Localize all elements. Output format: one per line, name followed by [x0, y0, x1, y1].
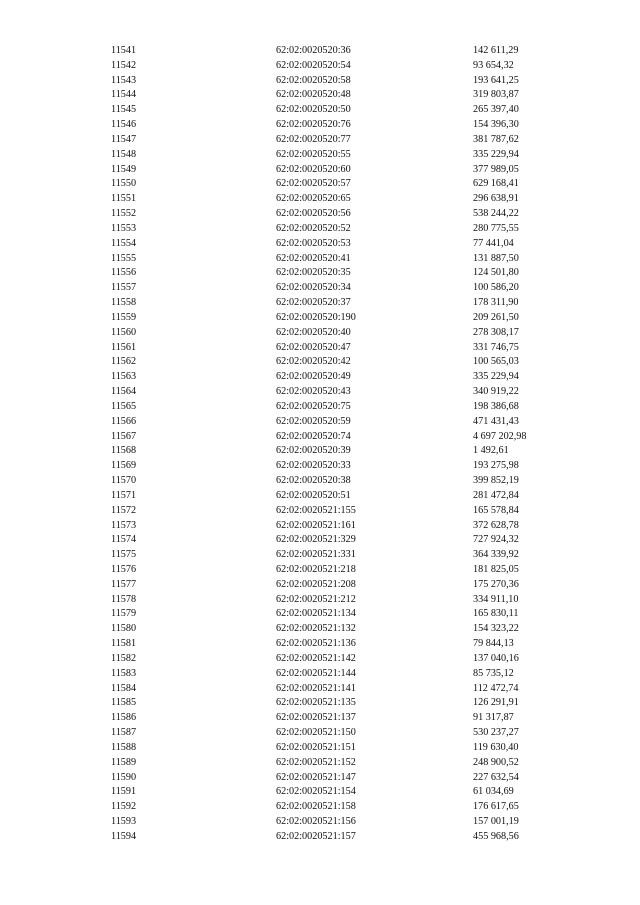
cadastral-number-cell: 62:02:0020521:132	[276, 623, 356, 635]
row-number-cell: 11562	[111, 356, 137, 368]
cadastral-number-cell: 62:02:0020521:158	[276, 801, 356, 813]
cadastral-value-cell: 165 830,11	[473, 608, 519, 620]
table-row	[0, 88, 640, 103]
table-row	[0, 192, 640, 207]
row-number-cell: 11582	[111, 652, 137, 664]
cadastral-value-cell: 193 641,25	[473, 74, 519, 86]
row-number-cell: 11556	[111, 267, 137, 279]
cadastral-value-cell: 319 803,87	[473, 89, 519, 101]
cadastral-number-cell: 62:02:0020520:54	[276, 59, 351, 71]
table-row	[0, 385, 640, 400]
table-row	[0, 222, 640, 237]
table-row	[0, 682, 640, 697]
cadastral-number-cell: 62:02:0020520:40	[276, 326, 351, 338]
table-row	[0, 771, 640, 786]
table-row	[0, 207, 640, 222]
cadastral-number-cell: 62:02:0020520:51	[276, 489, 351, 501]
cadastral-value-cell: 61 034,69	[473, 786, 514, 798]
table-row	[0, 281, 640, 296]
row-number-cell: 11548	[111, 148, 137, 160]
cadastral-number-cell: 62:02:0020521:147	[276, 771, 356, 783]
row-number-cell: 11590	[111, 771, 137, 783]
cadastral-value-cell: 727 924,32	[473, 534, 519, 546]
table-row	[0, 667, 640, 682]
cadastral-value-cell: 131 887,50	[473, 252, 519, 264]
cadastral-number-cell: 62:02:0020520:37	[276, 297, 351, 309]
table-row	[0, 815, 640, 830]
cadastral-value-cell: 334 911,10	[473, 593, 519, 605]
cadastral-number-cell: 62:02:0020520:52	[276, 222, 351, 234]
cadastral-number-cell: 62:02:0020521:331	[276, 549, 356, 561]
cadastral-value-cell: 85 735,12	[473, 667, 514, 679]
cadastral-number-cell: 62:02:0020521:136	[276, 638, 356, 650]
table-row	[0, 118, 640, 133]
cadastral-number-cell: 62:02:0020520:190	[276, 311, 356, 323]
row-number-cell: 11588	[111, 741, 137, 753]
row-number-cell: 11573	[111, 519, 137, 531]
cadastral-value-cell: 124 501,80	[473, 267, 519, 279]
cadastral-number-cell: 62:02:0020520:50	[276, 104, 351, 116]
row-number-cell: 11584	[111, 682, 137, 694]
cadastral-value-cell: 399 852,19	[473, 475, 519, 487]
cadastral-value-cell: 79 844,13	[473, 638, 514, 650]
cadastral-number-cell: 62:02:0020520:33	[276, 460, 351, 472]
cadastral-number-cell: 62:02:0020520:55	[276, 148, 351, 160]
table-row	[0, 652, 640, 667]
table-row	[0, 696, 640, 711]
row-number-cell: 11555	[111, 252, 137, 264]
row-number-cell: 11542	[111, 59, 137, 71]
row-number-cell: 11586	[111, 712, 137, 724]
row-number-cell: 11559	[111, 311, 137, 323]
cadastral-value-cell: 181 825,05	[473, 563, 519, 575]
cadastral-number-cell: 62:02:0020520:58	[276, 74, 351, 86]
table-row	[0, 326, 640, 341]
row-number-cell: 11585	[111, 697, 137, 709]
table-row	[0, 711, 640, 726]
cadastral-number-cell: 62:02:0020520:74	[276, 430, 351, 442]
cadastral-value-cell: 629 168,41	[473, 178, 519, 190]
cadastral-number-cell: 62:02:0020520:38	[276, 475, 351, 487]
row-number-cell: 11560	[111, 326, 137, 338]
cadastral-value-cell: 154 396,30	[473, 119, 519, 131]
table-row	[0, 830, 640, 845]
row-number-cell: 11570	[111, 475, 137, 487]
table-row	[0, 548, 640, 563]
cadastral-value-cell: 377 989,05	[473, 163, 519, 175]
table-row	[0, 533, 640, 548]
cadastral-number-cell: 62:02:0020520:57	[276, 178, 351, 190]
cadastral-value-cell: 248 900,52	[473, 756, 519, 768]
cadastral-value-cell: 119 630,40	[473, 741, 519, 753]
row-number-cell: 11576	[111, 563, 137, 575]
table-row	[0, 474, 640, 489]
cadastral-number-cell: 62:02:0020520:77	[276, 133, 351, 145]
table-row	[0, 103, 640, 118]
cadastral-value-cell: 331 746,75	[473, 341, 519, 353]
row-number-cell: 11575	[111, 549, 137, 561]
table-row	[0, 74, 640, 89]
row-number-cell: 11558	[111, 297, 137, 309]
table-row	[0, 593, 640, 608]
cadastral-number-cell: 62:02:0020521:156	[276, 816, 356, 828]
cadastral-number-cell: 62:02:0020521:329	[276, 534, 356, 546]
cadastral-value-cell: 278 308,17	[473, 326, 519, 338]
table-row	[0, 311, 640, 326]
cadastral-number-cell: 62:02:0020521:137	[276, 712, 356, 724]
cadastral-value-cell: 335 229,94	[473, 371, 519, 383]
table-row	[0, 504, 640, 519]
table-row	[0, 266, 640, 281]
cadastral-number-cell: 62:02:0020521:161	[276, 519, 356, 531]
cadastral-value-cell: 175 270,36	[473, 578, 519, 590]
cadastral-number-cell: 62:02:0020521:152	[276, 756, 356, 768]
cadastral-number-cell: 62:02:0020521:142	[276, 652, 356, 664]
cadastral-value-table	[0, 44, 640, 845]
table-row	[0, 163, 640, 178]
row-number-cell: 11541	[111, 45, 137, 56]
cadastral-value-cell: 178 311,90	[473, 297, 519, 309]
cadastral-number-cell: 62:02:0020520:41	[276, 252, 351, 264]
cadastral-number-cell: 62:02:0020520:35	[276, 267, 351, 279]
row-number-cell: 11543	[111, 74, 137, 86]
cadastral-value-cell: 530 237,27	[473, 727, 519, 739]
row-number-cell: 11557	[111, 282, 137, 294]
cadastral-value-cell: 112 472,74	[473, 682, 519, 694]
row-number-cell: 11591	[111, 786, 137, 798]
cadastral-value-cell: 100 586,20	[473, 282, 519, 294]
row-number-cell: 11580	[111, 623, 137, 635]
row-number-cell: 11583	[111, 667, 137, 679]
table-row	[0, 726, 640, 741]
cadastral-number-cell: 62:02:0020520:48	[276, 89, 351, 101]
row-number-cell: 11594	[111, 830, 137, 842]
cadastral-number-cell: 62:02:0020520:47	[276, 341, 351, 353]
cadastral-value-cell: 157 001,19	[473, 816, 519, 828]
cadastral-number-cell: 62:02:0020521:157	[276, 830, 356, 842]
table-row	[0, 237, 640, 252]
table-row	[0, 459, 640, 474]
row-number-cell: 11577	[111, 578, 137, 590]
table-row	[0, 741, 640, 756]
cadastral-number-cell: 62:02:0020521:154	[276, 786, 356, 798]
row-number-cell: 11592	[111, 801, 137, 813]
cadastral-value-cell: 100 565,03	[473, 356, 519, 368]
table-row	[0, 44, 640, 59]
row-number-cell: 11572	[111, 504, 137, 516]
cadastral-value-cell: 471 431,43	[473, 415, 519, 427]
cadastral-number-cell: 62:02:0020520:60	[276, 163, 351, 175]
table-row	[0, 800, 640, 815]
table-row	[0, 444, 640, 459]
row-number-cell: 11579	[111, 608, 137, 620]
table-row	[0, 578, 640, 593]
table-row	[0, 355, 640, 370]
cadastral-number-cell: 62:02:0020520:75	[276, 400, 351, 412]
cadastral-value-cell: 209 261,50	[473, 311, 519, 323]
table-row	[0, 607, 640, 622]
table-row	[0, 133, 640, 148]
row-number-cell: 11567	[111, 430, 137, 442]
cadastral-value-cell: 335 229,94	[473, 148, 519, 160]
cadastral-number-cell: 62:02:0020520:43	[276, 386, 351, 398]
row-number-cell: 11563	[111, 371, 137, 383]
cadastral-number-cell: 62:02:0020520:34	[276, 282, 351, 294]
table-row	[0, 756, 640, 771]
cadastral-number-cell: 62:02:0020520:65	[276, 193, 351, 205]
table-row	[0, 59, 640, 74]
row-number-cell: 11546	[111, 119, 137, 131]
row-number-cell: 11551	[111, 193, 137, 205]
cadastral-value-cell: 227 632,54	[473, 771, 519, 783]
cadastral-value-cell: 126 291,91	[473, 697, 519, 709]
cadastral-value-cell: 364 339,92	[473, 549, 519, 561]
cadastral-number-cell: 62:02:0020520:53	[276, 237, 351, 249]
row-number-cell: 11581	[111, 638, 137, 650]
cadastral-value-cell: 381 787,62	[473, 133, 519, 145]
table-row	[0, 148, 640, 163]
cadastral-value-cell: 372 628,78	[473, 519, 519, 531]
table-row	[0, 785, 640, 800]
cadastral-value-cell: 340 919,22	[473, 386, 519, 398]
cadastral-value-cell: 198 386,68	[473, 400, 519, 412]
cadastral-value-cell: 281 472,84	[473, 489, 519, 501]
row-number-cell: 11587	[111, 727, 137, 739]
row-number-cell: 11566	[111, 415, 137, 427]
cadastral-number-cell: 62:02:0020521:155	[276, 504, 356, 516]
table-row	[0, 370, 640, 385]
cadastral-value-cell: 1 492,61	[473, 445, 509, 457]
cadastral-value-cell: 154 323,22	[473, 623, 519, 635]
row-number-cell: 11578	[111, 593, 137, 605]
cadastral-value-cell: 193 275,98	[473, 460, 519, 472]
table-row	[0, 296, 640, 311]
table-row	[0, 489, 640, 504]
cadastral-number-cell: 62:02:0020521:134	[276, 608, 356, 620]
row-number-cell: 11552	[111, 208, 137, 220]
cadastral-number-cell: 62:02:0020521:144	[276, 667, 356, 679]
row-number-cell: 11574	[111, 534, 137, 546]
row-number-cell: 11568	[111, 445, 137, 457]
row-number-cell: 11565	[111, 400, 137, 412]
table-row	[0, 519, 640, 534]
row-number-cell: 11553	[111, 222, 137, 234]
cadastral-number-cell: 62:02:0020521:212	[276, 593, 356, 605]
cadastral-number-cell: 62:02:0020520:59	[276, 415, 351, 427]
row-number-cell: 11589	[111, 756, 137, 768]
cadastral-number-cell: 62:02:0020520:76	[276, 119, 351, 131]
table-row	[0, 637, 640, 652]
row-number-cell: 11569	[111, 460, 137, 472]
table-row	[0, 563, 640, 578]
cadastral-number-cell: 62:02:0020521:135	[276, 697, 356, 709]
table-row	[0, 430, 640, 445]
table-row	[0, 400, 640, 415]
row-number-cell: 11549	[111, 163, 137, 175]
table-row	[0, 415, 640, 430]
cadastral-number-cell: 62:02:0020521:218	[276, 563, 356, 575]
cadastral-number-cell: 62:02:0020521:151	[276, 741, 356, 753]
row-number-cell: 11550	[111, 178, 137, 190]
cadastral-number-cell: 62:02:0020521:150	[276, 727, 356, 739]
cadastral-value-cell: 4 697 202,98	[473, 430, 527, 442]
cadastral-value-cell: 280 775,55	[473, 222, 519, 234]
cadastral-value-cell: 91 317,87	[473, 712, 514, 724]
table-row	[0, 252, 640, 267]
cadastral-value-cell: 142 611,29	[473, 45, 519, 56]
cadastral-value-cell: 176 617,65	[473, 801, 519, 813]
row-number-cell: 11561	[111, 341, 137, 353]
cadastral-number-cell: 62:02:0020520:42	[276, 356, 351, 368]
row-number-cell: 11545	[111, 104, 137, 116]
cadastral-value-cell: 265 397,40	[473, 104, 519, 116]
cadastral-value-cell: 165 578,84	[473, 504, 519, 516]
cadastral-value-cell: 77 441,04	[473, 237, 514, 249]
table-row	[0, 177, 640, 192]
row-number-cell: 11571	[111, 489, 137, 501]
row-number-cell: 11547	[111, 133, 137, 145]
table-row	[0, 622, 640, 637]
row-number-cell: 11554	[111, 237, 137, 249]
table-row	[0, 341, 640, 356]
cadastral-value-cell: 93 654,32	[473, 59, 514, 71]
cadastral-number-cell: 62:02:0020520:49	[276, 371, 351, 383]
cadastral-number-cell: 62:02:0020520:39	[276, 445, 351, 457]
row-number-cell: 11544	[111, 89, 137, 101]
row-number-cell: 11593	[111, 816, 137, 828]
cadastral-number-cell: 62:02:0020520:36	[276, 45, 351, 56]
cadastral-value-cell: 137 040,16	[473, 652, 519, 664]
cadastral-value-cell: 538 244,22	[473, 208, 519, 220]
cadastral-number-cell: 62:02:0020520:56	[276, 208, 351, 220]
cadastral-number-cell: 62:02:0020521:141	[276, 682, 356, 694]
cadastral-number-cell: 62:02:0020521:208	[276, 578, 356, 590]
row-number-cell: 11564	[111, 386, 137, 398]
cadastral-value-cell: 296 638,91	[473, 193, 519, 205]
cadastral-value-cell: 455 968,56	[473, 830, 519, 842]
